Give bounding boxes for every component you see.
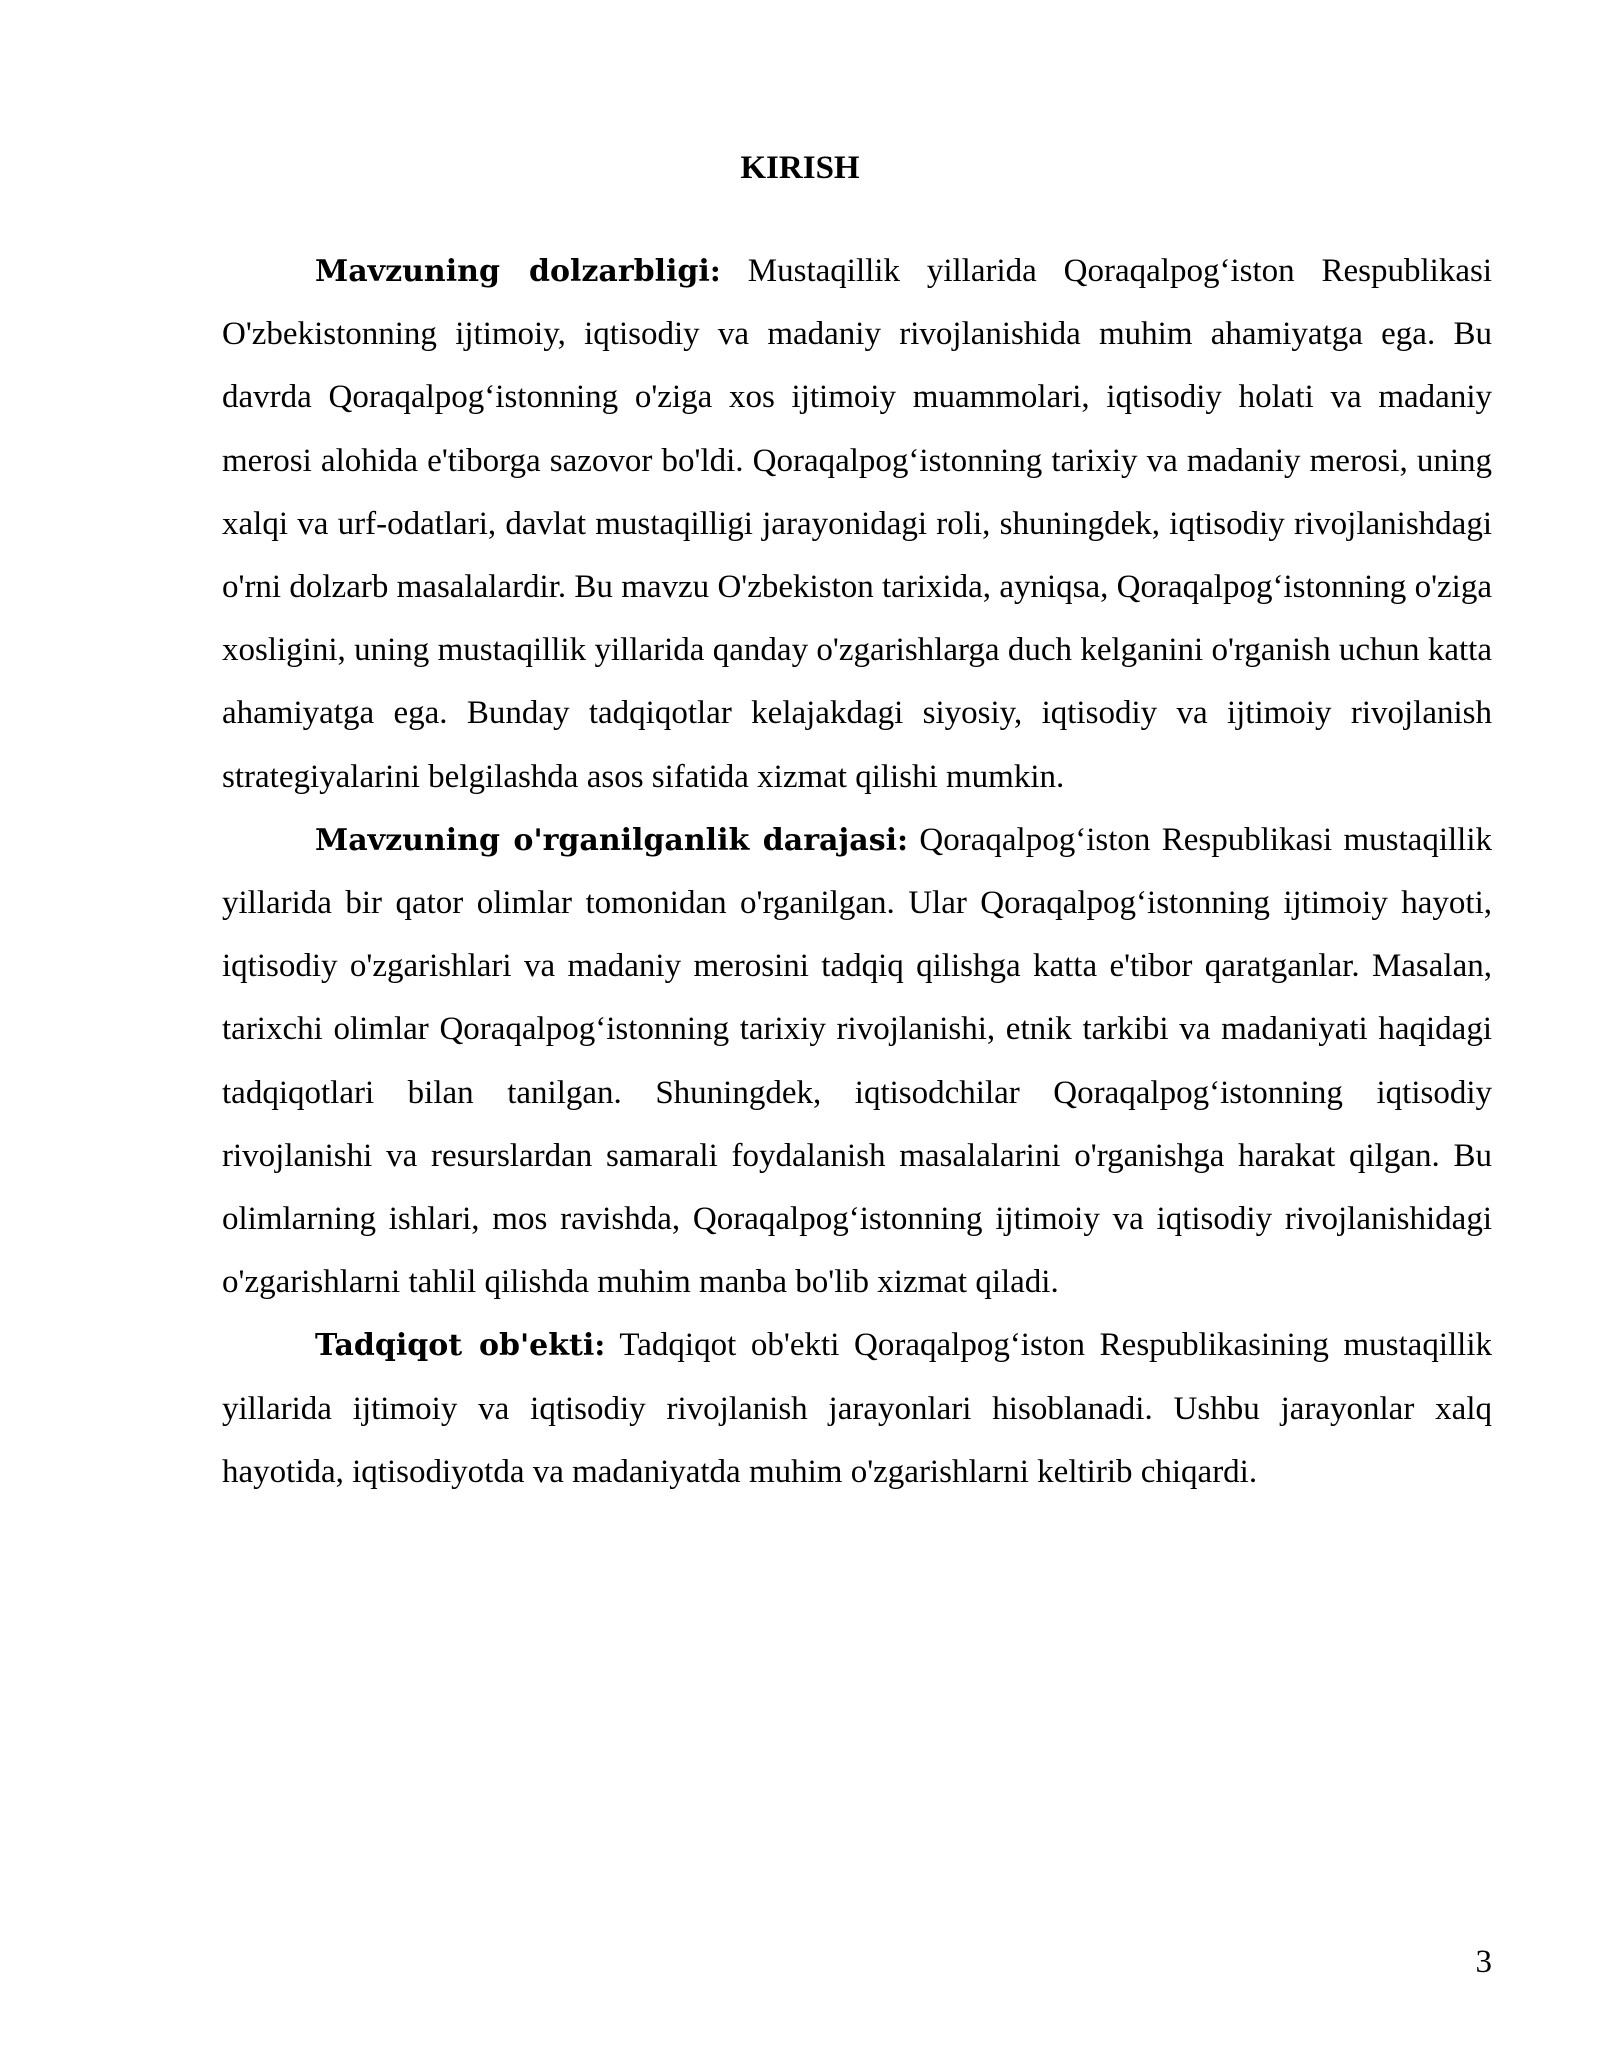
paragraph-text: Mustaqillik yillarida Qoraqalpog‘iston Respublikasi O'zbekistonning ijtimoiy, iqtisodiy va madaniy rivojlanishida muhim ahamiyatga ega. Bu davrda Qoraqalpog‘istonning o'ziga xos ijtimoiy muammolari, iqtisodiy holati va madaniy merosi alohida e'tiborga sazovor bo'ldi. Qoraqalpog‘istonning tarixiy va madaniy merosi, uning xalqi va urf-odatlari, davlat mustaqilligi jarayonidagi roli, shuningdek, iqtisodiy rivojlanishdagi o'rni dolzarb masalalardir. Bu mavzu O'zbekiston tarixida, ayniqsa, Qoraqalpog‘istonning o'ziga xosligini, uning mustaqillik yillarida qanday o'zgarishlarga duch kelganini o'rganish uchun katta ahamiyatga ega. Bunday tadqiqotlar kelajakdagi siyosiy, iqtisodiy va ijtimoiy rivojlanish strategiyalarini belgilashda asos sifatida xizmat qilishi mumkin. — [222, 253, 1493, 795]
paragraph-text: Tadqiqot ob'ekti Qoraqalpog‘iston Respublikasining mustaqillik yillarida ijtimoiy va iqtisodiy rivojlanish jarayonlari hisoblanadi. Ushbu jarayonlar xalq hayotida, iqtisodiyotda va madaniyatda muhim o'zgarishlarni keltirib chiqardi. — [222, 1327, 1493, 1490]
paragraph-lead: Tadqiqot ob'ekti: — [315, 1328, 606, 1364]
paragraph-text: Qoraqalpog‘iston Respublikasi mustaqillik yillarida bir qator olimlar tomonidan o'rganilgan. Ular Qoraqalpog‘istonning ijtimoiy hayoti, iqtisodiy o'zgarishlari va madaniy merosini tadqiq qilishga katta e'tibor qaratganlar. Masalan, tarixchi olimlar Qoraqalpog‘istonning tarixiy rivojlanishi, etnik tarkibi va madaniyati haqidagi tadqiqotlari bilan tanilgan. Shuningdek, iqtisodchilar Qoraqalpog‘istonning iqtisodiy rivojlanishi va resurslardan samarali foydalanish masalalarini o'rganishga harakat qilgan. Bu olimlarning ishlari, mos ravishda, Qoraqalpog‘istonning ijtimoiy va iqtisodiy rivojlanishidagi o'zgarishlarni tahlil qilishda muhim manba bo'lib xizmat qiladi. — [222, 821, 1493, 1301]
page-title: KIRISH — [740, 150, 860, 186]
paragraph-lead: Mavzuning o'rganilganlik darajasi: — [315, 822, 909, 858]
paragraph-lead: Mavzuning dolzarbligi: — [315, 254, 721, 289]
paragraph-research-object — [222, 1314, 1492, 1504]
paragraph-study-level — [222, 809, 1492, 1315]
page-number: 3 — [1475, 1944, 1492, 1980]
paragraph-relevance — [222, 240, 1492, 809]
body-text — [222, 240, 1492, 1504]
